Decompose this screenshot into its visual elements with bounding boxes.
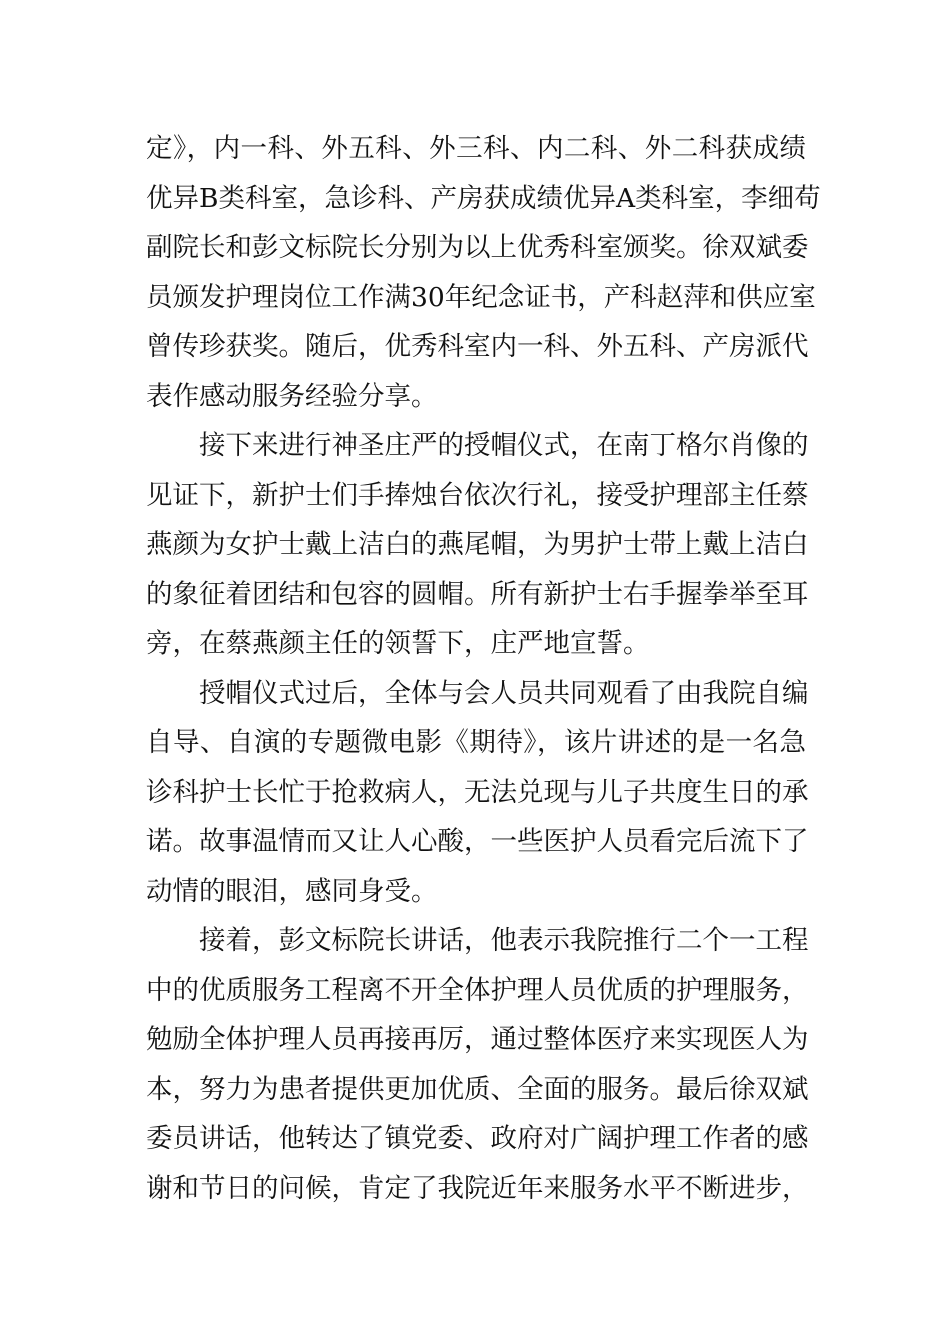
text-line: 授帽仪式过后，全体与会人员共同观看了由我院自编 <box>199 677 809 709</box>
text-line: 见证下，新护士们手捧烛台依次行礼，接受护理部主任蔡 <box>146 479 809 511</box>
text-line: 本，努力为患者提供更加优质、全面的服务。最后徐双斌 <box>146 1073 809 1105</box>
paragraph-2 <box>146 421 809 669</box>
paragraph-4 <box>146 916 809 1213</box>
text-line: 员颁发护理岗位工作满30年纪念证书，产科赵萍和供应室 <box>146 281 816 313</box>
text-line: 表作感动服务经验分享。 <box>146 380 438 412</box>
text-line: 中的优质服务工程离不开全体护理人员优质的护理服务， <box>146 974 809 1006</box>
text-line: 旁，在蔡燕颜主任的领誓下，庄严地宣誓。 <box>146 628 650 659</box>
text-line: 勉励全体护理人员再接再厉，通过整体医疗来实现医人为 <box>146 1024 809 1055</box>
text-line: 动情的眼泪，感同身受。 <box>146 875 438 907</box>
text-line: 自导、自演的专题微电影《期待》，该片讲述的是一名急 <box>146 727 806 758</box>
text-line: 优异B类科室，急诊科、产房获成绩优异A类科室，李细苟 <box>146 182 821 214</box>
text-line: 副院长和彭文标院长分别为以上优秀科室颁奖。徐双斌委 <box>146 232 809 263</box>
text-line: 谢和节日的问候，肯定了我院近年来服务水平不断进步， <box>146 1172 809 1204</box>
paragraph-1 <box>146 124 821 421</box>
body-text <box>146 124 821 1213</box>
text-line: 燕颜为女护士戴上洁白的燕尾帽，为男护士带上戴上洁白 <box>146 529 809 560</box>
text-line: 接着，彭文标院长讲话，他表示我院推行二个一工程 <box>199 925 809 956</box>
text-line: 诊科护士长忙于抢救病人，无法兑现与儿子共度生日的承 <box>146 776 809 808</box>
text-line: 曾传珍获奖。随后，优秀科室内一科、外五科、产房派代 <box>146 331 809 362</box>
text-line: 接下来进行神圣庄严的授帽仪式，在南丁格尔肖像的 <box>199 430 809 461</box>
text-line: 的象征着团结和包容的圆帽。所有新护士右手握拳举至耳 <box>146 578 809 610</box>
text-line: 诺。故事温情而又让人心酸，一些医护人员看完后流下了 <box>146 826 809 857</box>
paragraph-3 <box>146 669 809 917</box>
text-line: 委员讲话，他转达了镇党委、政府对广阔护理工作者的感 <box>146 1123 809 1154</box>
text-line: 定》，内一科、外五科、外三科、内二科、外二科获成绩 <box>146 133 806 164</box>
